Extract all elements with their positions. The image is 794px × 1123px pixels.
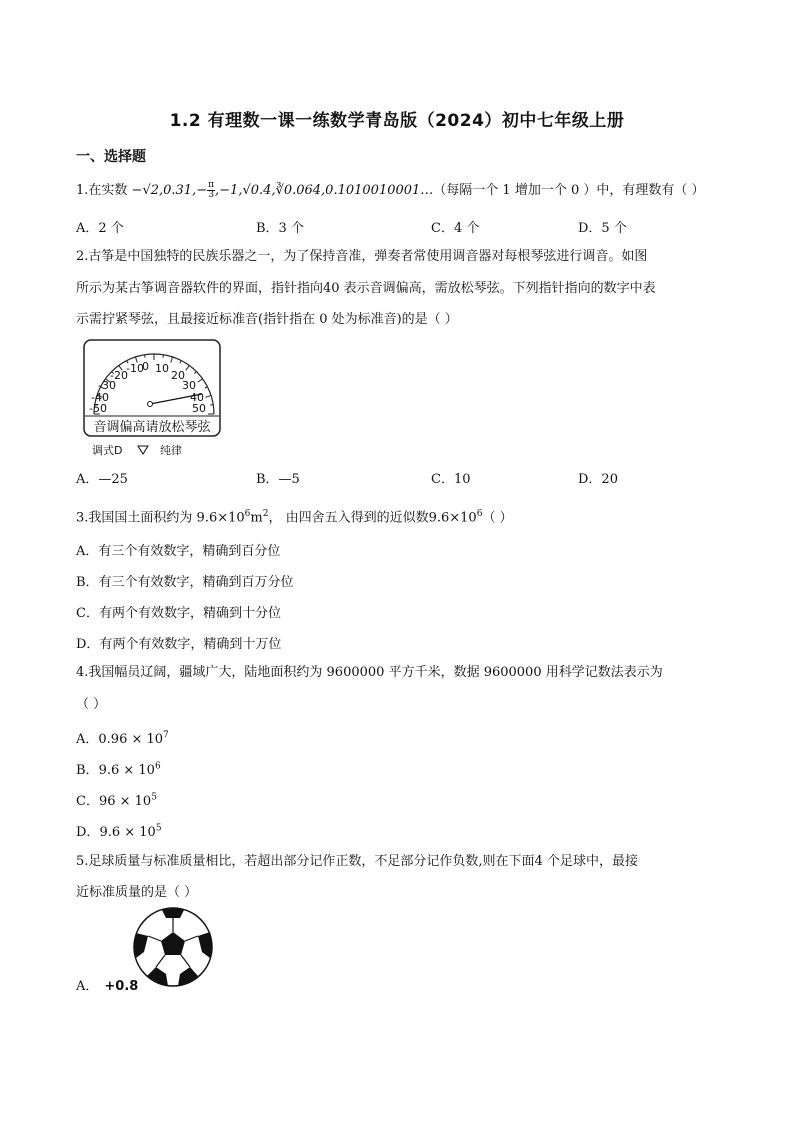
option-value: 9.6 × 10 [98,763,155,778]
question-1-stem [76,181,705,200]
q4-line-1: 4.我国幅员辽阔，疆域广大，陆地面积约为 9600000 平方千米，数据 9600000 用科学记数法表示为 [76,665,663,680]
gauge-tick-labels [89,360,206,415]
q3-option-b: B．有三个有效数字，精确到百万分位 [76,575,294,590]
q4-option-b [76,759,161,778]
page-title: 1.2 有理数一课一练数学青岛版（2024）初中七年级上册 [169,111,625,131]
tuner-figure [80,336,226,462]
option-value: 96 × 10 [98,794,152,809]
q2-option-c: C．10 [431,472,471,487]
q1-option-d: D．5 个 [578,221,627,236]
q3-stem-part: （ ） [482,510,513,526]
option-exponent: 7 [163,730,169,741]
tick-label: 20 [171,369,185,382]
option-label: A． [76,979,99,994]
tick-label: 50 [192,402,206,415]
option-label: B． [76,763,99,778]
option-label: C． [76,794,99,809]
q5-line-1: 5.足球质量与标准质量相比，若超出部分记作正数，不足部分记作负数,则在下面4 个足球中，最接 [76,854,638,869]
q3-stem-part: ， 由四舍五入得到的近似数9.6×10 [268,510,477,526]
q2-option-d: D．20 [578,472,618,487]
q3-unit: m [250,510,263,526]
gauge-tick [171,357,173,363]
option-value: +0.8 [104,979,139,994]
q3-option-c: C．有两个有效数字，精确到十分位 [76,606,281,621]
tick-label: 0 [142,360,149,373]
q1-suffix: （每隔一个 1 增加一个 0 ）中，有理数有（ ） [433,183,705,198]
gauge-tick [194,372,196,374]
q3-stem-part: 3.我国国土面积约为 9.6×10 [76,510,245,526]
q2-option-b: B．—5 [256,472,300,487]
q1-option-c: C．4 个 [431,221,480,236]
option-exponent: 6 [154,761,161,772]
q1-option-b: B．3 个 [256,221,304,236]
q1-pi-fraction [207,181,215,200]
q5-option-a [76,975,138,994]
option-label: D． [76,825,100,840]
gauge-tick [186,365,190,370]
tick-label: 10 [155,362,169,375]
q3-unit-exponent: 2 [262,509,269,519]
q2-option-a: A．—25 [76,472,128,487]
needle-pivot [148,402,153,407]
q5-line-2: 近标准质量的是（ ） [76,885,198,900]
option-exponent: 5 [151,792,157,803]
q4-line-2: （ ） [76,697,107,712]
dropdown-triangle-icon [138,446,148,454]
gauge-tick [205,387,208,388]
tick-label: -40 [91,391,109,404]
q2-line-3: 示需拧紧琴弦，且最接近标准音(指针指在 0 处为标准音)的是（ ） [76,312,458,327]
section-heading: 一、选择题 [76,149,146,165]
tuner-mode-label: 调式D [92,444,123,457]
gauge-tick [198,379,203,383]
tick-label: -20 [110,369,128,382]
q4-option-c [76,790,157,809]
q4-option-d [76,821,162,840]
tick-label: 30 [182,379,196,392]
q1-math-part2: ,−1,√0.4,∛0.064,0.1010010001… [215,183,434,198]
q3-exponent: 6 [244,509,251,519]
option-value: 9.6 × 10 [99,825,156,840]
option-exponent: 5 [155,823,162,834]
q3-exponent: 6 [476,509,483,519]
soccer-ball-image [132,906,214,988]
tick-label: -10 [126,362,144,375]
q3-option-d: D．有两个有效数字，精确到十万位 [76,637,282,652]
option-label: A． [76,732,99,747]
q2-line-2: 所示为某古筝调音器软件的界面，指针指向40 表示音调偏高，需放松琴弦。下列指针指向的数字中表 [76,281,656,296]
q3-option-a: A．有三个有效数字，精确到百分位 [76,544,281,559]
soccer-ball-icon [132,906,214,988]
tuner-temperament-label: 纯律 [160,444,182,457]
gauge-tick [180,361,181,364]
tick-label: -50 [89,402,107,415]
fraction-denominator: 3 [208,190,214,200]
q2-line-1: 2.古筝是中国独特的民族乐器之一，为了保持音准，弹奏者常使用调音器对每根琴弦进行调音。如图 [76,249,648,264]
q1-option-a: A．2 个 [76,221,124,236]
fraction-numerator: π [208,180,215,190]
q3-stem [76,505,513,527]
option-value: 0.96 × 10 [98,732,164,747]
q1-math-part1: −√2,0.31,− [131,183,208,198]
tuner-banner: 音调偏高请放松琴弦 [93,420,211,435]
gauge-tick [205,395,211,397]
q4-option-a [76,728,169,747]
q1-prefix: 1.在实数 [76,183,132,198]
tick-label: -30 [98,379,116,392]
tick-label: 40 [190,391,204,404]
tuner-gauge-svg [80,336,226,462]
